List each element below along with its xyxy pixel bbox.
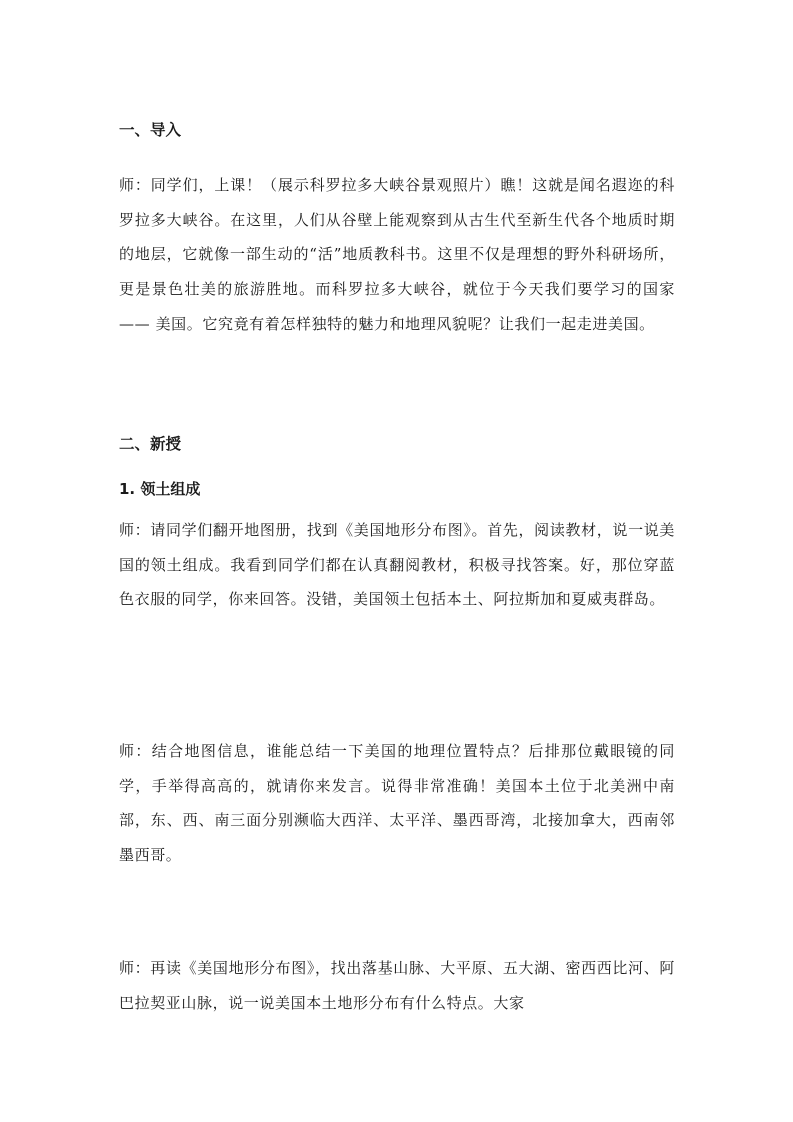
territory-paragraph: 师：请同学们翻开地图册，找到《美国地形分布图》。首先，阅读教材，说一说美国的领土组成。我看到同学们都在认真翻阅教材，积极寻找答案。好，那位穿蓝色衣服的同学，你来回答。没错，美国领土包括本土、阿拉斯加和夏威夷群岛。 [119,521,675,609]
intro-paragraph: 师：同学们，上课！（展示科罗拉多大峡谷景观照片）瞧！这就是闻名遐迩的科罗拉多大峡谷。在这里，人们从谷壁上能观察到从古生代至新生代各个地质时期的地层，它就像一部生动的“活”地质教科书。这里不仅是理想的野外科研场所，更是景色壮美的旅游胜地。而科罗拉多大峡谷，就位于今天我们要学习的国家 —— 美国。它究竟有着怎样独特的魅力和地理风貌呢？让我们一起走进美国。 [119,176,675,333]
section-heading-new-lesson: 二、新授 [119,435,182,453]
subheading-territory: 1. 领土组成 [119,480,201,498]
location-paragraph: 师：结合地图信息，谁能总结一下美国的地理位置特点？后排那位戴眼镜的同学，手举得高高的，就请你来发言。说得非常准确！美国本土位于北美洲中南部，东、西、南三面分别濒临大西洋、太平洋、墨西哥湾，北接加拿大，西南邻墨西哥。 [119,742,675,865]
section-heading-intro: 一、导入 [119,121,182,139]
terrain-paragraph: 师：再读《美国地形分布图》，找出落基山脉、大平原、五大湖、密西西比河、阿巴拉契亚山脉，说一说美国本土地形分布有什么特点。大家 [119,959,675,1012]
